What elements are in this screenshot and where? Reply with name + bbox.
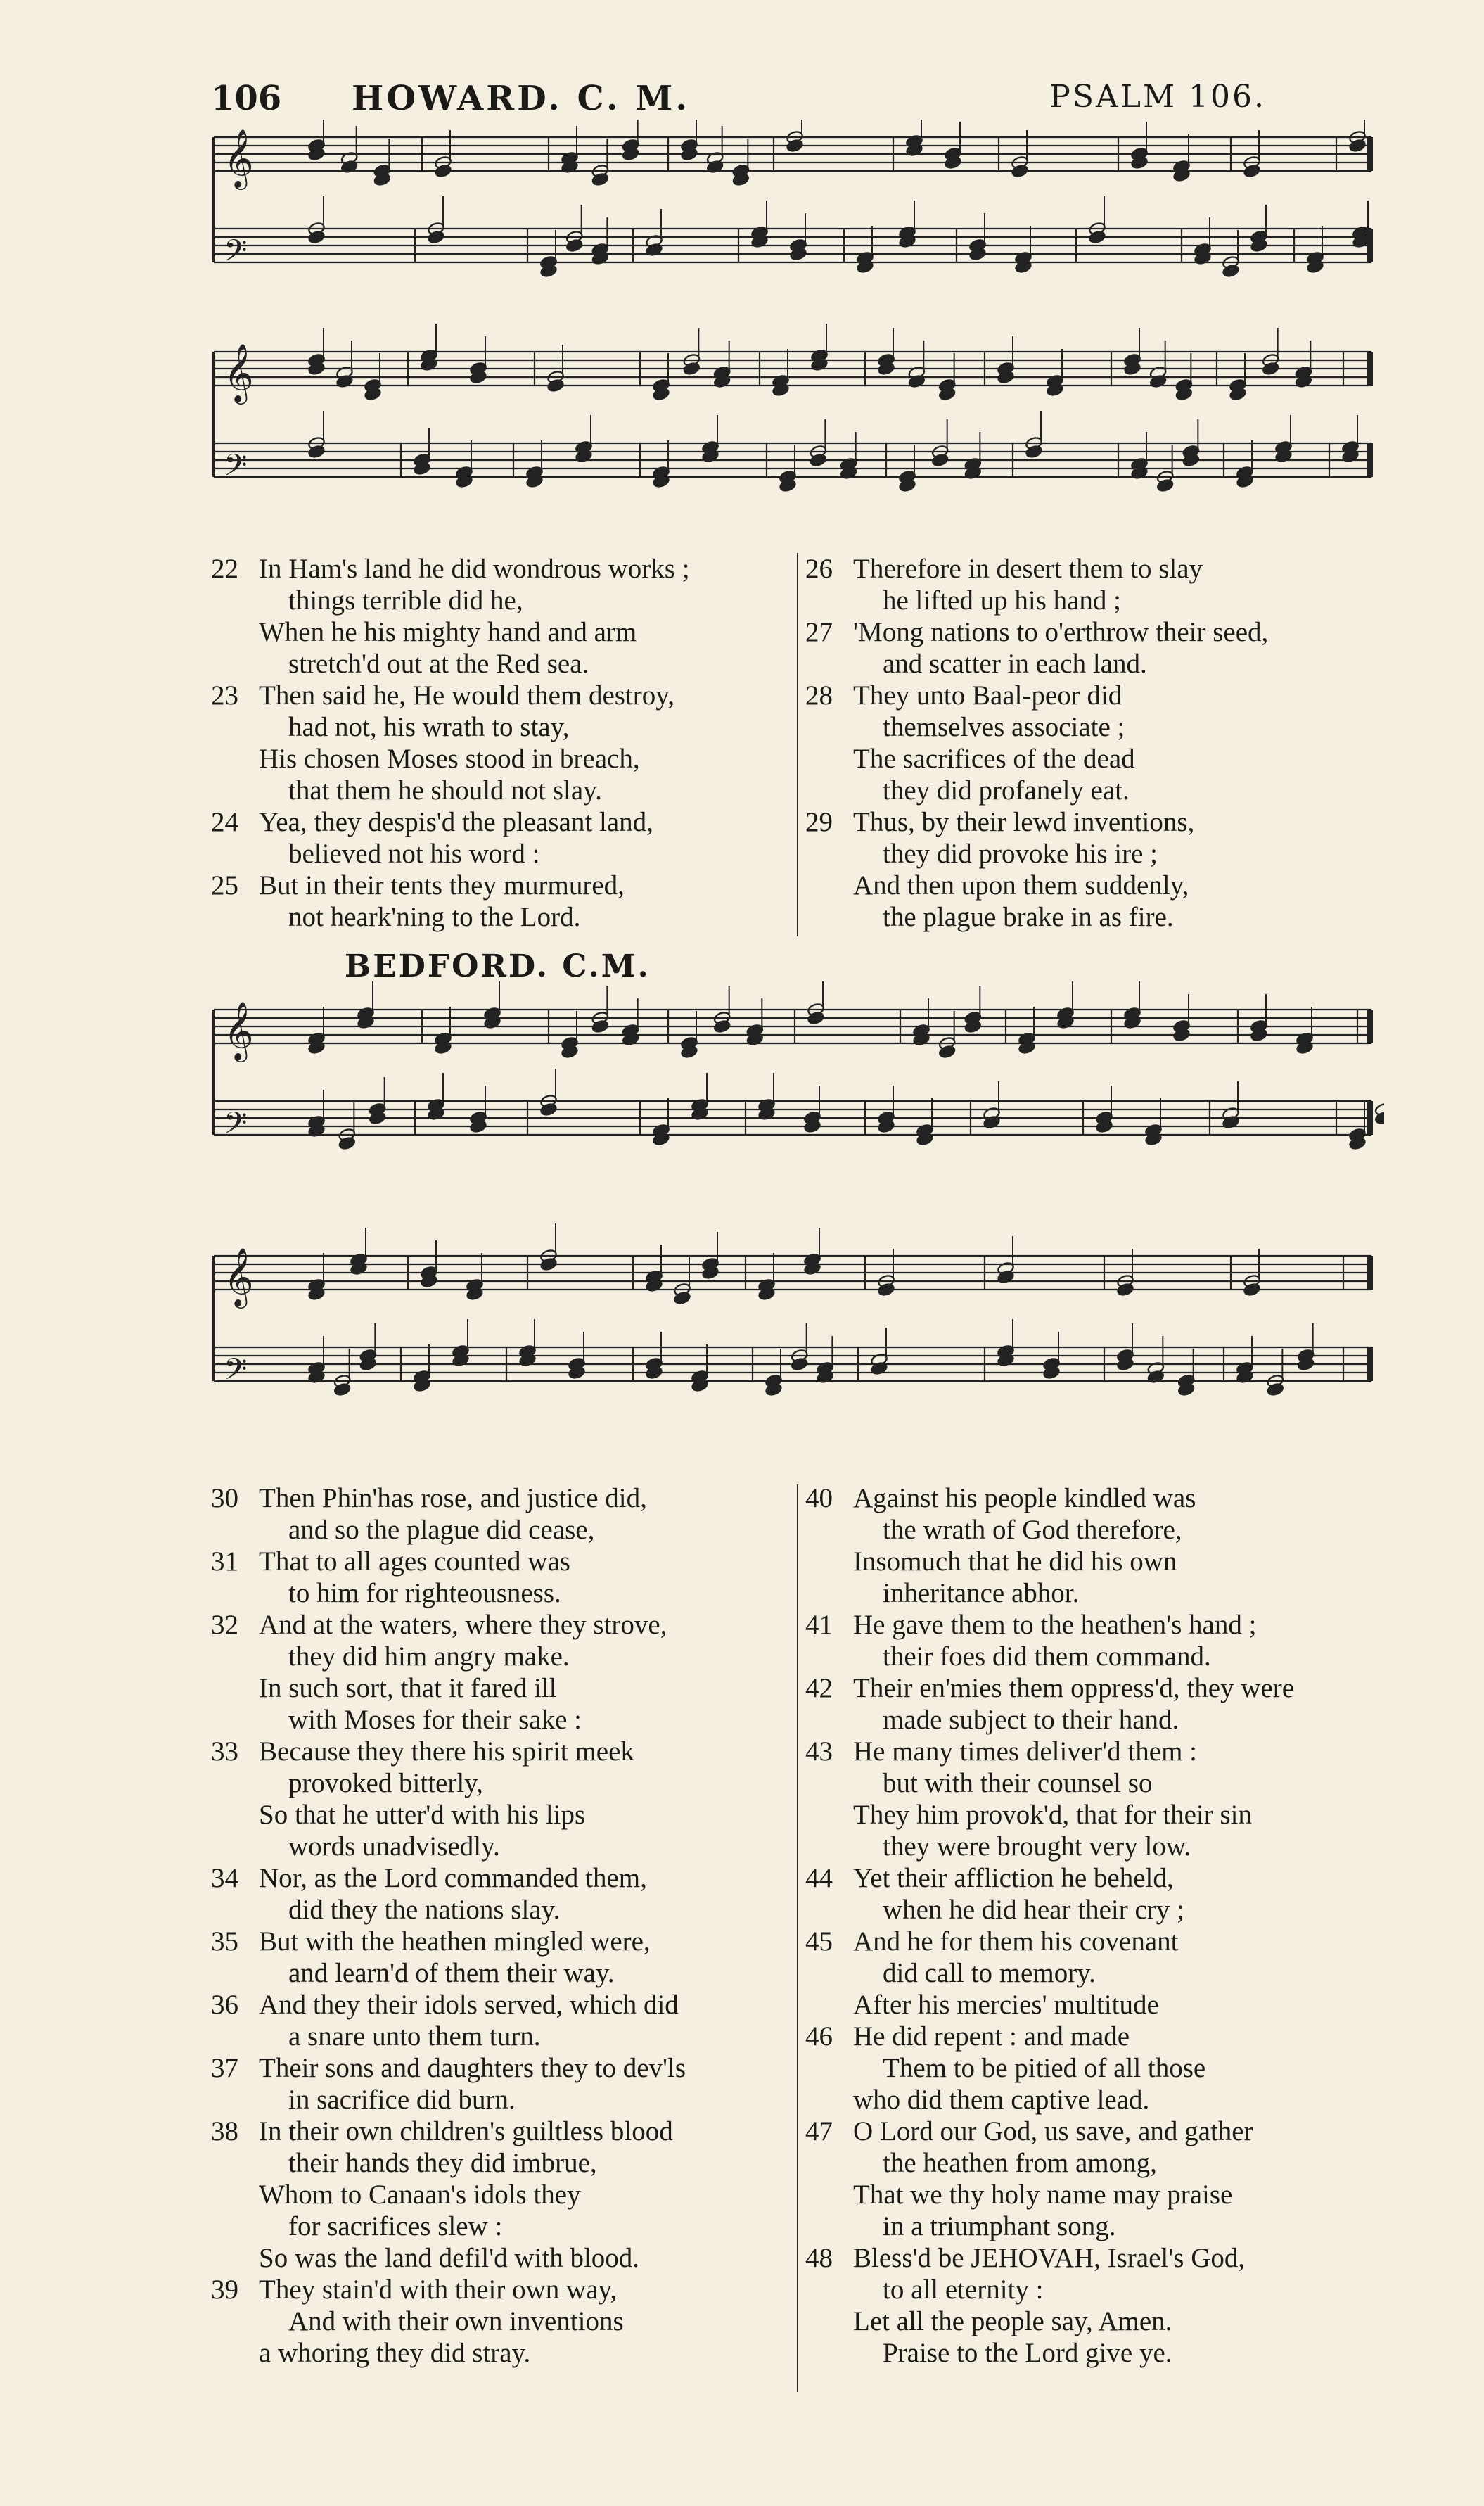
verse-line: That to all ages counted was (259, 1546, 570, 1577)
verse-line: Against his people kindled was (853, 1483, 1196, 1513)
verse-line: So was the land defil'd with blood. (259, 2243, 640, 2273)
verse-line: They him provok'd, that for their sin (853, 1800, 1253, 1830)
verse-line: with Moses for their sake : (288, 1705, 582, 1735)
verses-left-column-1 (211, 553, 795, 933)
verse (211, 870, 795, 933)
verse-number: 32 (211, 1610, 238, 1640)
verse-line: they were brought very low. (883, 1831, 1191, 1862)
psalm-reference: PSALM 106. (1049, 79, 1266, 115)
verse-number: 46 (805, 2021, 833, 2052)
verse-line: their hands they did imbrue, (288, 2148, 597, 2178)
verse-line: and so the plague did cease, (288, 1515, 595, 1545)
verse-line: Let all the people say, Amen. (853, 2306, 1172, 2336)
verse-line: words unadvisedly. (288, 1831, 500, 1862)
verse-line: And with their own inventions (288, 2306, 624, 2336)
tune-title-howard: HOWARD. C. M. (352, 79, 691, 118)
verse-line: not heark'ning to the Lord. (288, 902, 581, 932)
bass-clef-icon: 𝄢 (224, 448, 248, 490)
verse-line: Praise to the Lord give ye. (883, 2338, 1172, 2368)
verse-line: inheritance abhor. (883, 1578, 1080, 1608)
bedford-music-score (211, 981, 1384, 1460)
verse-number: 26 (805, 554, 833, 584)
final-bar (1367, 443, 1373, 477)
verse (211, 2274, 795, 2369)
verse-line: He gave them to the heathen's hand ; (853, 1610, 1257, 1640)
verse-line: Then said he, He would them destroy, (259, 680, 674, 711)
verse (211, 553, 795, 680)
verse (805, 2116, 1389, 2242)
verse-number: 35 (211, 1926, 238, 1957)
verse-line: So that he utter'd with his lips (259, 1800, 586, 1830)
verse-number: 22 (211, 554, 238, 584)
verse-line: He many times deliver'd them : (853, 1736, 1197, 1767)
verse-line: when he did hear their cry ; (883, 1895, 1184, 1925)
verse-number: 40 (805, 1483, 833, 1513)
final-bar (1367, 137, 1373, 171)
verse-line: And then upon them suddenly, (853, 870, 1189, 901)
verses-right-column-2 (805, 1482, 1389, 2369)
verse-line: They stain'd with their own way, (259, 2275, 618, 2305)
verse-number: 47 (805, 2116, 833, 2146)
treble-clef-icon: 𝄞 (224, 1000, 254, 1060)
verse-number: 39 (211, 2275, 238, 2305)
howard-system-2 (214, 324, 1384, 492)
verse-line: When he his mighty hand and arm (259, 617, 637, 647)
verse-line: a snare unto them turn. (288, 2021, 541, 2052)
verse-number: 29 (805, 807, 833, 837)
verse-number: 43 (805, 1736, 833, 1767)
verse-number: 23 (211, 680, 238, 711)
verse-line: to all eternity : (883, 2275, 1044, 2305)
verse-line: Therefore in desert them to slay (853, 554, 1203, 584)
treble-clef-icon: 𝄞 (224, 128, 254, 187)
verse-line: After his mercies' multitude (853, 1990, 1159, 2020)
verse-line: O Lord our God, us save, and gather (853, 2116, 1253, 2146)
final-bar (1367, 1010, 1373, 1043)
verse (211, 806, 795, 870)
verse-line: but with their counsel so (883, 1768, 1153, 1798)
verse-line: And he for them his covenant (853, 1926, 1179, 1957)
verse-line: the plague brake in as fire. (883, 902, 1174, 932)
verse-line: Their sons and daughters they to dev'ls (259, 2053, 686, 2083)
verse-line: And they their idols served, which did (259, 1990, 679, 2020)
verse-line: they did profanely eat. (883, 775, 1130, 806)
verse (805, 1609, 1389, 1672)
verse (211, 1736, 795, 1862)
verse-line: that them he should not slay. (288, 775, 602, 806)
verse (805, 1672, 1389, 1736)
verse-line: and scatter in each land. (883, 649, 1147, 679)
verse-line: they did him angry make. (288, 1641, 570, 1672)
verse-line: things terrible did he, (288, 585, 523, 616)
verse (805, 806, 1389, 933)
verse-line: the wrath of God therefore, (883, 1515, 1182, 1545)
verse-line: the heathen from among, (883, 2148, 1157, 2178)
verse-number: 34 (211, 1863, 238, 1893)
verse-number: 37 (211, 2053, 238, 2083)
howard-system-1 (214, 120, 1384, 278)
verse-line: in a triumphant song. (883, 2211, 1116, 2241)
verse-line: believed not his word : (288, 839, 540, 869)
verse-line: Whom to Canaan's idols they (259, 2180, 581, 2210)
final-bar (1367, 352, 1373, 386)
verse (211, 2116, 795, 2274)
treble-clef-icon: 𝄞 (224, 343, 254, 402)
verse-number: 24 (211, 807, 238, 837)
column-divider (797, 553, 798, 936)
verse-line: provoked bitterly, (288, 1768, 483, 1798)
verse-line: themselves associate ; (883, 712, 1125, 742)
verse-number: 38 (211, 2116, 238, 2146)
verse-line: had not, his wrath to stay, (288, 712, 570, 742)
verse-line: In their own children's guiltless blood (259, 2116, 673, 2146)
verse-number: 33 (211, 1736, 238, 1767)
verse-line: did they the nations slay. (288, 1895, 561, 1925)
verse (805, 616, 1389, 680)
howard-music-score (211, 120, 1384, 549)
verse (211, 2052, 795, 2116)
bedford-system-1 (214, 981, 1384, 1150)
verse (211, 1862, 795, 1926)
verses-left-column-2 (211, 1482, 795, 2369)
verse-number: 25 (211, 870, 238, 901)
final-bar (1367, 1256, 1373, 1290)
verse-line: His chosen Moses stood in breach, (259, 744, 640, 774)
verse-line: he lifted up his hand ; (883, 585, 1122, 616)
verse-line: 'Mong nations to o'erthrow their seed, (853, 617, 1269, 647)
verse-line: But with the heathen mingled were, (259, 1926, 651, 1957)
verse-line: In such sort, that it fared ill (259, 1673, 557, 1703)
verse-number: 28 (805, 680, 833, 711)
verse (805, 2021, 1389, 2116)
verse-line: who did them captive lead. (853, 2085, 1150, 2115)
verse-line: their foes did them command. (883, 1641, 1211, 1672)
treble-clef-icon: 𝄞 (224, 1247, 254, 1306)
verse (805, 553, 1389, 616)
verse (805, 1926, 1389, 2021)
verse-number: 42 (805, 1673, 833, 1703)
verse-number: 36 (211, 1990, 238, 2020)
verse-line: in sacrifice did burn. (288, 2085, 516, 2115)
verse-number: 30 (211, 1483, 238, 1513)
verse-number: 44 (805, 1863, 833, 1893)
verse (211, 680, 795, 806)
verse-line: Insomuch that he did his own (853, 1546, 1177, 1577)
verse-line: Yea, they despis'd the pleasant land, (259, 807, 653, 837)
verse-line: Their en'mies them oppress'd, they were (853, 1673, 1295, 1703)
verse-line: He did repent : and made (853, 2021, 1130, 2052)
verse (211, 1546, 795, 1609)
verse (805, 2242, 1389, 2369)
verse-line: did call to memory. (883, 1958, 1096, 1988)
verse (805, 1736, 1389, 1862)
bass-clef-icon: 𝄢 (224, 1106, 248, 1148)
verse-line: They unto Baal-peor did (853, 680, 1122, 711)
verse-line: Thus, by their lewd inventions, (853, 807, 1195, 837)
verse-line: made subject to their hand. (883, 1705, 1179, 1735)
final-bar (1367, 229, 1373, 262)
verse (805, 680, 1389, 806)
verse-number: 45 (805, 1926, 833, 1957)
verse (805, 1862, 1389, 1926)
verse (211, 1989, 795, 2052)
verse-line: Them to be pitied of all those (883, 2053, 1206, 2083)
verse-line: a whoring they did stray. (259, 2338, 531, 2368)
verse-line: and learn'd of them their way. (288, 1958, 615, 1988)
verse (805, 1482, 1389, 1609)
verse (211, 1609, 795, 1736)
verse-line: The sacrifices of the dead (853, 744, 1135, 774)
column-divider-2 (797, 1484, 798, 2392)
verse-line: Then Phin'has rose, and justice did, (259, 1483, 647, 1513)
bass-clef-icon: 𝄢 (224, 234, 248, 276)
verse-number: 41 (805, 1610, 833, 1640)
verse-line: That we thy holy name may praise (853, 2180, 1233, 2210)
verse-number: 27 (805, 617, 833, 647)
verse-line: In Ham's land he did wondrous works ; (259, 554, 690, 584)
verse-line: for sacrifices slew : (288, 2211, 503, 2241)
final-bar (1367, 1347, 1373, 1381)
verse-line: Bless'd be JEHOVAH, Israel's God, (853, 2243, 1246, 2273)
verse-line: But in their tents they murmured, (259, 870, 625, 901)
verses-right-column-1 (805, 553, 1389, 933)
verse-line: to him for righteousness. (288, 1578, 561, 1608)
verse (211, 1926, 795, 1989)
verse-line: Nor, as the Lord commanded them, (259, 1863, 647, 1893)
verse-number: 48 (805, 2243, 833, 2273)
verse-line: And at the waters, where they strove, (259, 1610, 667, 1640)
bass-clef-icon: 𝄢 (224, 1352, 248, 1394)
verse-number: 31 (211, 1546, 238, 1577)
bedford-system-2 (214, 1223, 1373, 1397)
verse-line: stretch'd out at the Red sea. (288, 649, 589, 679)
verse-line: they did provoke his ire ; (883, 839, 1158, 869)
verse-line: Yet their affliction he beheld, (853, 1863, 1174, 1893)
page-number: 106 (211, 79, 282, 118)
verse (211, 1482, 795, 1546)
final-bar (1367, 1101, 1373, 1135)
tune-title-bedford: BEDFORD. C.M. (345, 948, 651, 984)
verse-line: Because they there his spirit meek (259, 1736, 634, 1767)
